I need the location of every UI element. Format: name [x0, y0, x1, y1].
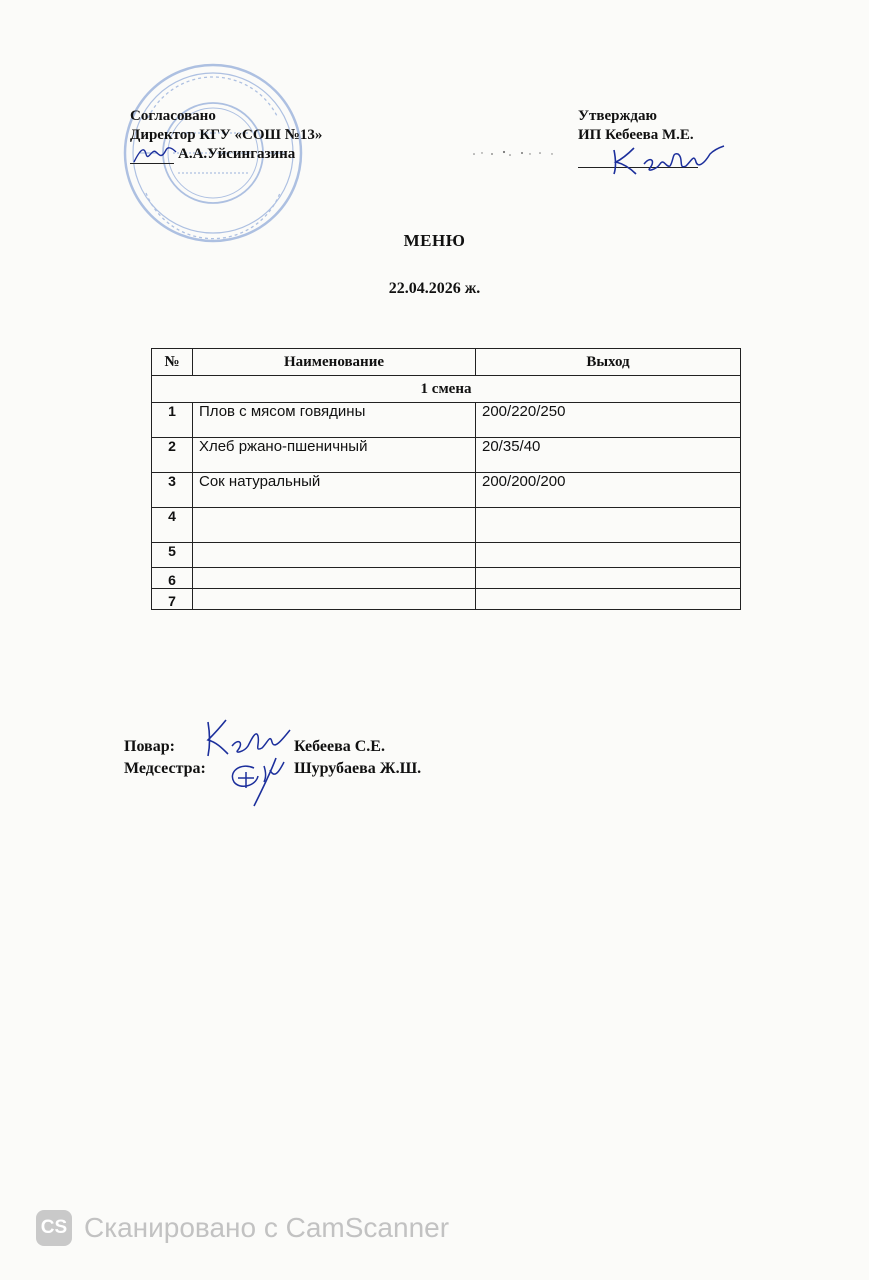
row-name: Плов с мясом говядины [193, 403, 476, 438]
signature-line [578, 145, 698, 168]
row-name [193, 568, 476, 589]
table-row [152, 568, 741, 589]
column-header-output: Выход [476, 349, 741, 376]
table-row [152, 473, 741, 508]
approval-block-right [578, 107, 698, 168]
row-output [476, 589, 741, 610]
staff-row-cook [124, 736, 385, 758]
row-name: Хлеб ржано-пшеничный [193, 438, 476, 473]
approval-approve-label: Утверждаю [578, 108, 657, 124]
row-name [193, 589, 476, 610]
camscanner-watermark [36, 1210, 449, 1246]
scan-noise-icon [470, 148, 560, 160]
table-row [152, 438, 741, 473]
approval-director-label: Директор КГУ «СОШ №13» [130, 127, 323, 143]
row-output: 20/35/40 [476, 438, 741, 473]
document-title: МЕНЮ [403, 231, 466, 250]
table-row [152, 589, 741, 610]
staff-role: Повар: [124, 738, 175, 755]
staff-name: Кебеева С.Е. [294, 738, 385, 755]
row-number: 4 [152, 508, 193, 543]
row-number: 2 [152, 438, 193, 473]
approval-director-name: А.А.Уйсингазина [178, 146, 296, 162]
approval-director-name-row [130, 145, 322, 164]
staff-role: Медсестра: [124, 760, 206, 777]
nurse-signature-icon [224, 748, 294, 810]
column-header-number: № [152, 349, 193, 376]
cook-signature-icon [198, 716, 298, 760]
row-output: 200/220/250 [476, 403, 741, 438]
row-number: 7 [152, 589, 193, 610]
row-name: Сок натуральный [193, 473, 476, 508]
signature-line [130, 163, 174, 164]
row-output [476, 568, 741, 589]
camscanner-text: Сканировано с CamScanner [84, 1212, 450, 1243]
row-name [193, 508, 476, 543]
row-name [193, 543, 476, 568]
table-header-row [152, 349, 741, 376]
shift-row [152, 376, 741, 403]
staff-signatures [124, 736, 422, 780]
row-output: 200/200/200 [476, 473, 741, 508]
shift-label: 1 смена [152, 376, 741, 403]
row-number: 5 [152, 543, 193, 568]
row-output [476, 543, 741, 568]
column-header-name: Наименование [193, 349, 476, 376]
staff-row-nurse [124, 758, 422, 780]
table-row [152, 403, 741, 438]
row-number: 3 [152, 473, 193, 508]
row-number: 6 [152, 568, 193, 589]
table-row [152, 508, 741, 543]
row-output [476, 508, 741, 543]
approval-block-left [130, 107, 322, 164]
camscanner-logo-icon: CS [36, 1210, 72, 1246]
document-date: 22.04.2026 ж. [388, 280, 481, 297]
approval-agreed-label: Согласовано [130, 108, 216, 124]
table-row [152, 543, 741, 568]
staff-name: Шурубаева Ж.Ш. [294, 760, 422, 777]
row-number: 1 [152, 403, 193, 438]
approval-entrepreneur-label: ИП Кебеева М.Е. [578, 127, 694, 143]
menu-table [151, 348, 741, 610]
